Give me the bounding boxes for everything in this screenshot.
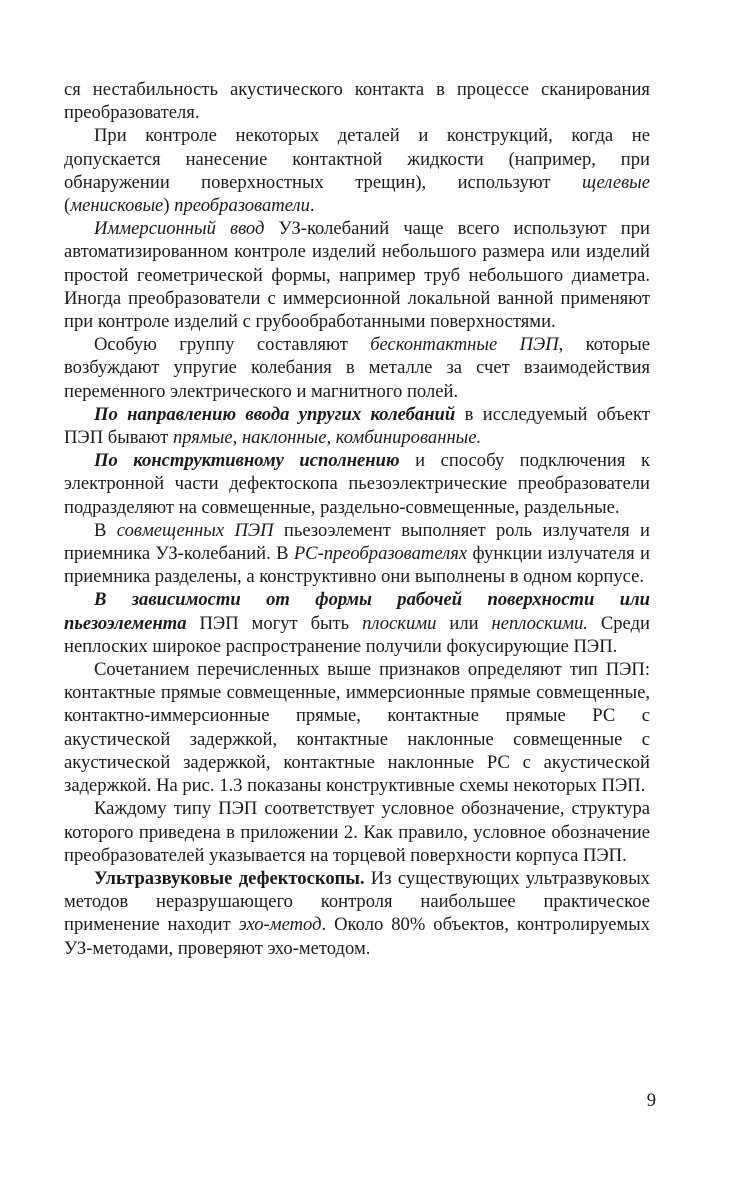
emphasis-run: Ультразвуковые дефектоскопы. — [94, 867, 365, 889]
text-run: В — [94, 519, 117, 541]
paragraph — [64, 658, 650, 797]
text-run: Среди неплоских широкое распространение получили фокусирующие ПЭП. — [64, 612, 650, 657]
paragraph — [64, 78, 650, 124]
emphasis-run: неплоскими. — [491, 612, 588, 634]
text-run: ся нестабильность акустического контакта в процессе сканирования преобразователя. — [64, 79, 650, 124]
paragraph — [64, 588, 650, 658]
text-run: УЗ-колебаний чаще всего используют при автоматизированном контроле изделий небольшого размера или изделий простой геометрической формы, например труб небольшого диаметра. Иногда преобразователи с иммерсионной локальной ванной применяют при контроле изделий с грубообработанными поверхностями. — [64, 218, 650, 333]
paragraph — [64, 217, 650, 333]
emphasis-run: совмещенных ПЭП — [116, 519, 274, 541]
paragraph — [64, 797, 650, 867]
text-run: Особую группу составляют — [94, 334, 371, 356]
text-run: Сочетанием перечисленных выше признаков определяют тип ПЭП: контактные прямые совмещенные, иммерсионные прямые совмещенные, контактно-иммерсионные прямые, контактные прямые РС с акустической задержкой, контактные наклонные совмещенные с акустической задержкой, контактные наклонные РС с акустической задержкой. На рис. 1.3 показаны конструктивные схемы некоторых ПЭП. — [64, 659, 650, 797]
emphasis-run: Иммерсионный ввод — [94, 218, 265, 240]
emphasis-run: По конструктивному исполнению — [94, 450, 400, 472]
emphasis-run: прямые, наклонные, комбинированные. — [172, 427, 482, 449]
text-run: , которые возбуждают упругие колебания в металле за счет взаимодействия переменного электрического и магнитного полей. — [64, 334, 650, 402]
paragraph — [64, 867, 650, 960]
text-run: . Около 80% объектов, контролируемых УЗ-методами, проверяют эхо-методом. — [64, 914, 651, 959]
emphasis-run: плоскими — [362, 612, 437, 634]
text-run: Из существующих ультразвуковых методов неразрушающего контроля наибольшее практическое применение находит — [64, 867, 650, 936]
paragraph — [64, 403, 650, 449]
paragraph — [64, 449, 650, 519]
emphasis-run: эхо-метод — [238, 914, 322, 936]
emphasis-run: щелевые — [581, 171, 650, 193]
text-run: Каждому типу ПЭП соответствует условное обозначение, структура которого приведена в приложении 2. Как правило, условное обозначение преобразователей указывается на торцевой поверхности корпуса ПЭП. — [64, 798, 650, 866]
text-run: ( — [64, 195, 71, 217]
emphasis-run: РС-преобразователях — [293, 543, 468, 565]
text-run: ) — [163, 195, 175, 217]
body-text — [64, 78, 650, 960]
text-run: . — [309, 195, 315, 217]
text-run: в исследуемый объект ПЭП бывают — [64, 403, 650, 449]
text-run: и способу подключения к электронной части дефектоскопа пьезоэлектрические преобразователи подразделяют на совмещенные, раздельно-совмещенные, раздельные. — [64, 450, 650, 518]
emphasis-run: По направлению ввода упругих колебаний — [94, 403, 456, 425]
paragraph — [64, 519, 650, 589]
paragraph — [64, 333, 650, 403]
emphasis-run: преобразователи — [174, 195, 310, 217]
emphasis-run: В зависимости от формы рабочей поверхности или пьезоэлемента — [64, 589, 650, 634]
text-run: или — [436, 612, 492, 634]
text-run: функции излучателя и приемника разделены, а конструктивно они выполнены в одном корпусе. — [64, 543, 650, 588]
emphasis-run: бесконтактные ПЭП — [370, 334, 559, 356]
emphasis-run: менисковые — [70, 195, 164, 217]
page-number: 9 — [646, 1090, 656, 1111]
text-run: пьезоэлемент выполняет роль излучателя и приемника УЗ-колебаний. В — [64, 519, 650, 565]
text-run: При контроле некоторых деталей и конструкций, когда не допускается нанесение контактной жидкости (например, при обнаружении поверхностных трещин), используют — [64, 125, 650, 193]
paragraph — [64, 124, 650, 217]
text-run: ПЭП могут быть — [186, 612, 363, 634]
